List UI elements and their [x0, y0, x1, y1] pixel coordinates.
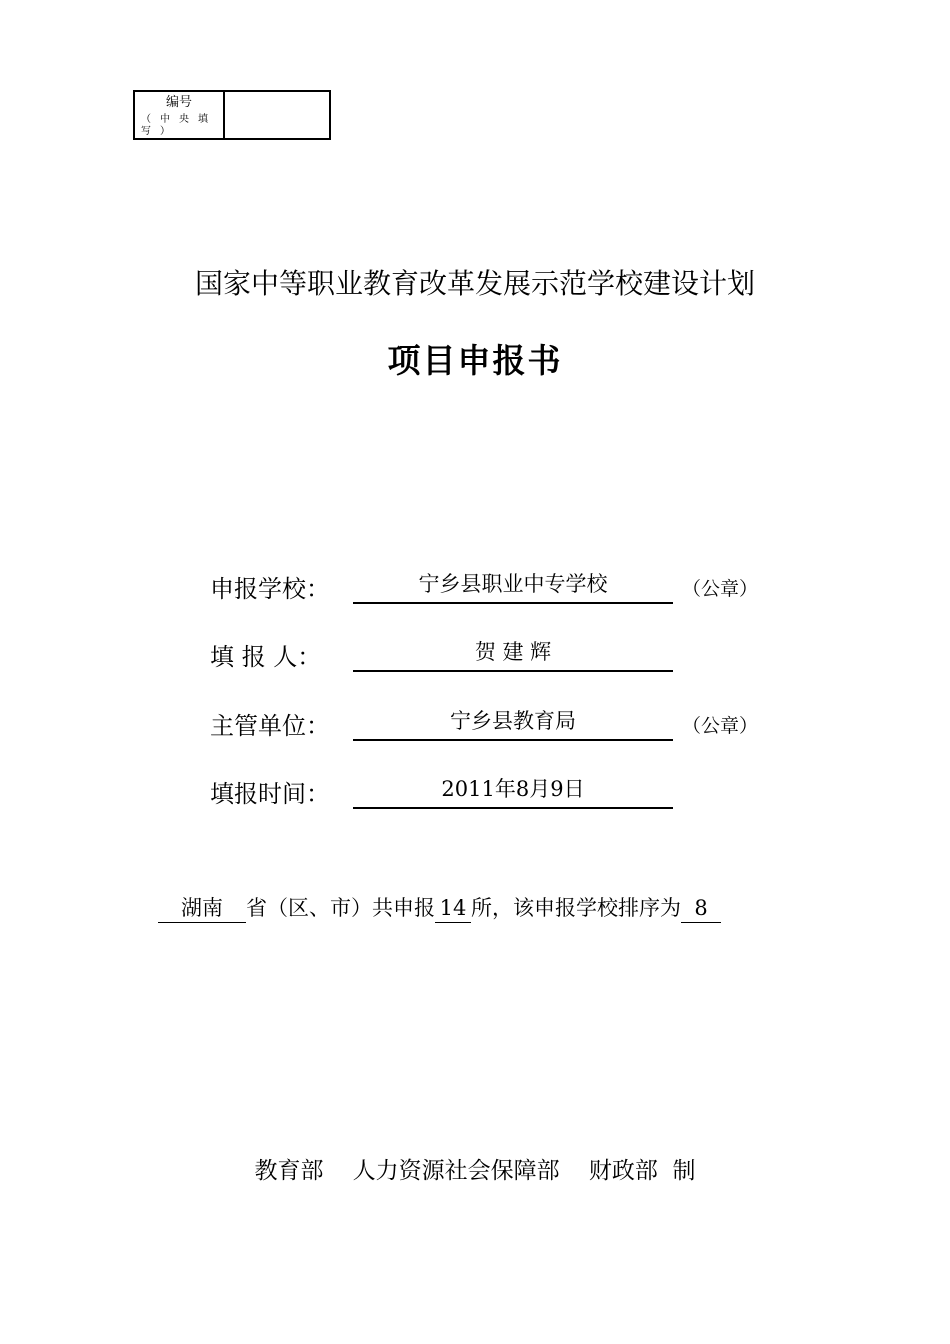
field-reporter-label: 填 报 人： — [210, 643, 322, 671]
field-date-label: 填报时间： — [210, 780, 330, 808]
document-subtitle: 项目申报书 — [387, 341, 563, 380]
field-school-label: 申报学校： — [210, 575, 330, 603]
code-value-cell[interactable] — [225, 92, 329, 138]
field-reporter-value: 贺 建 辉 — [474, 640, 552, 664]
summary-count: 14 — [435, 894, 471, 923]
field-school-value: 宁乡县职业中专学校 — [418, 572, 608, 596]
code-label: 编号 — [165, 95, 192, 110]
code-label-cell — [135, 92, 225, 138]
field-date-value: 2011年8月9日 — [441, 777, 585, 801]
summary-text-1: 省（区、市）共申报 — [246, 896, 435, 920]
code-box — [133, 90, 331, 140]
issuer-footer: 教育部 人力资源社会保障部 财政部 制 — [254, 1158, 696, 1184]
code-note: （中央填写） — [141, 114, 217, 137]
field-authority-seal: （公章） — [682, 715, 759, 737]
field-school-seal: （公章） — [682, 578, 759, 600]
field-authority-label: 主管单位： — [210, 712, 330, 740]
field-authority-value: 宁乡县教育局 — [450, 709, 576, 733]
summary-line — [158, 894, 721, 924]
summary-province: 湖南 — [158, 894, 246, 923]
summary-rank: 8 — [681, 894, 721, 923]
summary-text-2: 所，该申报学校排序为 — [471, 896, 681, 920]
document-title: 国家中等职业教育改革发展示范学校建设计划 — [194, 267, 755, 300]
